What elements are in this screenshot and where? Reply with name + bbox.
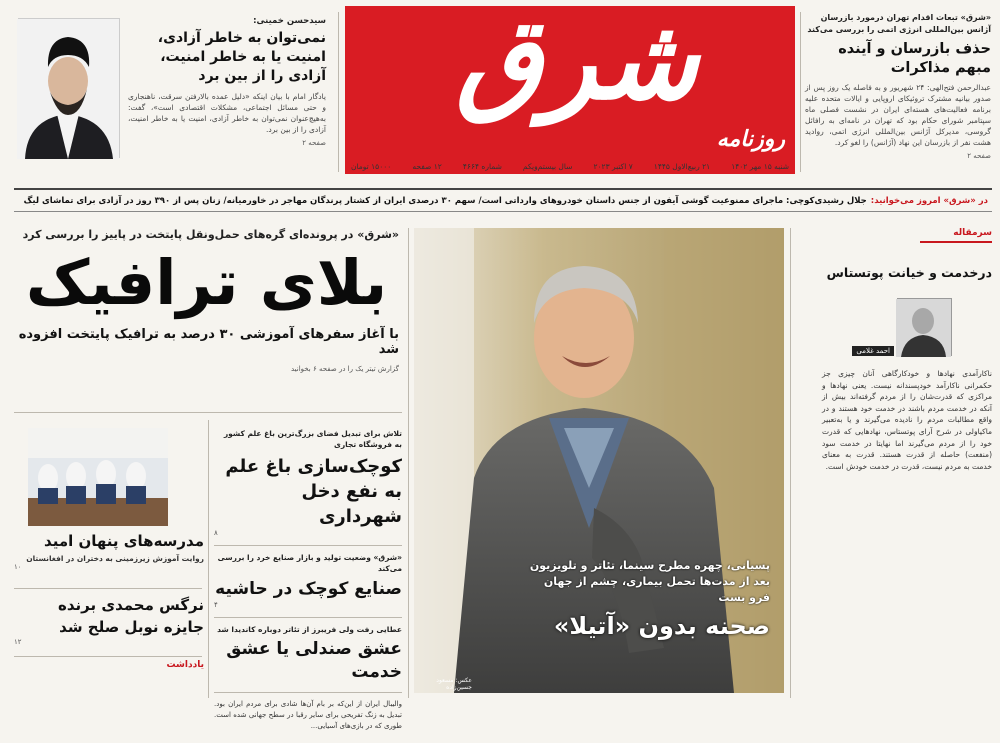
school-story[interactable]: [14, 532, 204, 571]
editorial-body: ناکارآمدی نهادها و خودکارگاهی آنان چیزی جز حکمرانی ناکارآمد خودپسندانه نیست. یعنی نهادها و مراکزی که قدرت‌شان را از مردم گرفته‌اند بیش از آنکه در خدمت مردم باشند در خدمت خود هستند و در واقع مطالبات مردم را نادیده می‌گیرند و یا به‌تعبیر ماکیاولی در شرح آرای پوتستاس، نهادهایی که قدرت خود را از مردم می‌گیرند اما نهایتا در خدمت سود (منفعت) حاصله از قدرت هستند. قدرت به معنای خدمت به مردم نیست، قدرت در خدمت خودش است.: [822, 369, 992, 471]
industry-story[interactable]: [214, 552, 402, 609]
story-headline[interactable]: نمی‌توان به خاطر آزادی، امنیت یا به خاطر امنیت، آزادی را از بین برد: [157, 30, 326, 84]
page-ref: ۴: [214, 601, 218, 609]
story-headline[interactable]: حذف بازرسان و آینده مبهم مذاکرات: [838, 41, 991, 76]
lead-page-ref: گزارش تیتر یک را در صفحه ۶ بخوانید: [290, 365, 399, 373]
lead-subhead: با آغاز سفرهای آموزشی ۳۰ درصد به ترافیک پایتخت افزوده شد: [18, 327, 399, 357]
photo-headline[interactable]: صحنه بدون «آتیلا»: [553, 612, 770, 640]
ticker-text: جلال رشیدی‌کوچی: ماجرای ممنوعیت گوشی آیفون از جنس داستان خودروهای وارداتی است/ سهم ۳۰ درصدی ایران از کشتار پرندگان مهاجر در خاورمیانه/ زنان پس از ۳۹۰ روز در آزادی برای تماشای لیگ: [23, 195, 867, 206]
author-photo: [897, 298, 952, 356]
lead-kicker: «شرق» در پرونده‌ای گره‌های حمل‌ونقل پایتخت در پاییز را بررسی کرد: [22, 228, 399, 241]
divider: [14, 656, 202, 657]
story-kicker: تلاش برای تبدیل فضای بزرگ‌ترین باغ علم کشور به فروشگاه تجاری: [223, 429, 402, 449]
volleyball-note-body: والیبال ایران از این‌که بر بام آن‌ها شادی برای مردم ایران بود. تبدیل به زنگ تفریحی برای سایر رقبا در سطح جهانی شده است. طوری که در بازی‌های آسیایی...: [214, 700, 402, 730]
nobel-headline[interactable]: نرگس محمدی برنده جایزه نوبل صلح شد: [57, 596, 204, 636]
divider: [800, 12, 801, 172]
page-ref: صفحه ۲: [302, 139, 326, 147]
page-ref: ۸: [214, 529, 218, 537]
garden-story[interactable]: [214, 428, 402, 537]
note-label: یادداشت: [166, 660, 204, 670]
divider: [14, 412, 402, 413]
year-label: سال بیستم‌ویکم: [522, 161, 573, 171]
masthead-logo-block: [345, 0, 795, 174]
school-photo: [28, 428, 168, 526]
page-ref: ۱۰: [14, 563, 22, 571]
page-count: ۱۲ صفحه: [412, 161, 442, 171]
cleric-portrait-image: [17, 19, 119, 159]
story-body: یادگار امام با بیان اینکه «دلیل عمده بالارفتن سرقت، ناهنجاری و حتی مسائل اجتماعی، مشکلات اقتصادی است»، گفت: به‌هیچ‌عنوان نمی‌توان به خاطر آزادی، امنیت یا به خاطر امنیت، آزادی را از بین برد.: [128, 92, 326, 134]
note-section: [14, 660, 204, 670]
author-name: احمد غلامی: [852, 346, 894, 356]
top-right-story[interactable]: [805, 12, 991, 160]
photo-credit: عکس: مسعود جسین‌زاده: [436, 677, 472, 691]
editorial-column[interactable]: [798, 228, 992, 471]
divider: [208, 420, 209, 698]
newspaper-logo: شرق: [455, 0, 699, 125]
date-gregorian: ۷ اکتبر ۲۰۲۳: [593, 161, 633, 171]
ticker-label: در «شرق» امروز می‌خوانید:: [870, 195, 988, 206]
divider: [214, 617, 402, 618]
author-portrait-image: [896, 299, 951, 357]
date-persian: شنبه ۱۵ مهر ۱۴۰۲: [731, 161, 789, 171]
story-headline[interactable]: عشق صندلی یا عشق خدمت: [226, 639, 402, 682]
issue-number: شماره ۴۶۶۴: [462, 161, 502, 171]
lead-headline[interactable]: بلای ترافیک: [25, 246, 388, 319]
divider: [408, 228, 409, 698]
story-headline[interactable]: صنایع کوچک در حاشیه: [215, 579, 402, 599]
lead-story[interactable]: [14, 228, 399, 373]
story-body: عبدالرحمن فتح‌الهی: ۲۴ شهریور و به فاصله یک روز پس از صدور بیانیه مشترک تروئیکای اروپایی و ایالات متحده علیه برنامه فعالیت‌های هسته‌ای ایران در نشست فصلی ماه سپتامبر شورای حکام بود که تهران در نامه‌ای به رافائل گروسی، مدیرکل آژانس بین‌المللی انرژی اتمی، رواديد هشت نفر از بازرسان این نهاد (آژانس) را لغو کرد.: [805, 83, 992, 147]
theater-story[interactable]: [214, 624, 402, 684]
story-kicker: «شرق» وضعیت تولید و بازار صنایع خرد را بررسی می‌کند: [217, 553, 402, 573]
section-label: سرمقاله: [920, 228, 992, 243]
page-ref: ۱۲: [14, 638, 22, 646]
middle-column: [214, 428, 402, 743]
page-ref: صفحه ۲: [967, 152, 991, 160]
divider: [790, 228, 791, 698]
top-left-story[interactable]: [128, 16, 326, 147]
editorial-headline[interactable]: درخدمت و خیانت پوتستاس: [826, 265, 992, 280]
newspaper-logo-sub: روزنامه: [716, 127, 785, 152]
price: ۱۵۰۰۰ تومان: [351, 161, 392, 171]
portrait-photo: [18, 18, 120, 158]
classroom-image: [28, 428, 168, 526]
divider: [14, 588, 202, 589]
divider: [214, 692, 402, 693]
date-hijri: ۲۱ ربیع‌الاول ۱۴۴۵: [653, 161, 711, 171]
photo-caption: [520, 558, 770, 640]
todays-highlights-ticker: [14, 188, 992, 212]
story-kicker: «شرق» تبعات اقدام تهران درمورد بازرسان آژانس بین‌المللی انرژی اتمی را بررسی می‌کند: [807, 13, 991, 34]
story-headline[interactable]: کوچک‌سازی باغ علم به نفع دخل شهرداری: [225, 456, 402, 527]
school-headline[interactable]: مدرسه‌های پنهان امید: [44, 532, 204, 550]
feature-photo[interactable]: [414, 228, 784, 693]
nobel-story[interactable]: [14, 594, 204, 646]
divider: [338, 12, 339, 172]
divider: [214, 545, 402, 546]
author-box: [837, 298, 952, 358]
story-kicker: عطایی رفت ولی فریبرز از تئاتر دوباره کاندیدا شد: [217, 625, 402, 634]
school-subhead: روایت آموزش زیرزمینی به دختران در افغانستان: [26, 554, 204, 563]
photo-kicker: پسیانی، چهره مطرح سینما، تئاتر و تلویزیون بعد از مدت‌ها تحمل بیماری، چشم از جهان فرو بست: [529, 559, 770, 604]
story-kicker: سیدحسن خمینی:: [253, 16, 326, 26]
dateline: [345, 158, 795, 174]
